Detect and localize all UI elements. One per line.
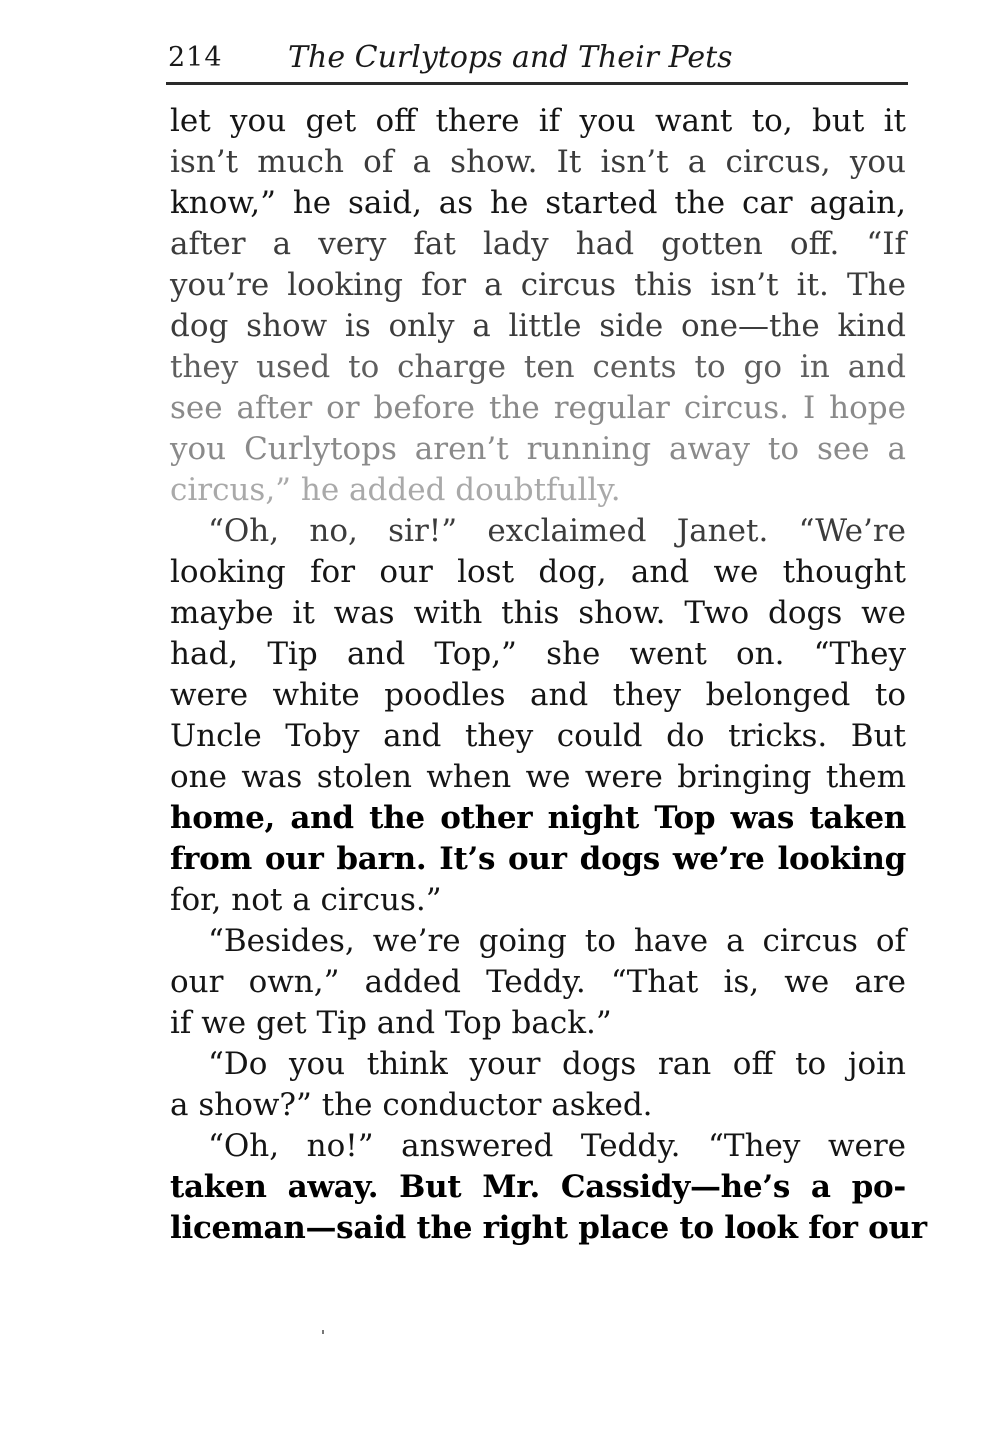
text-line: dog show is only a little side one—the kind bbox=[170, 308, 906, 344]
text-line: looking for our lost dog, and we thought bbox=[170, 554, 906, 590]
scan-speck bbox=[322, 1330, 324, 1334]
text-line: after a very fat lady had gotten off. “If bbox=[170, 226, 906, 262]
text-line: you’re looking for a circus this isn’t it. The bbox=[170, 267, 906, 303]
text-line: isn’t much of a show. It isn’t a circus, you bbox=[170, 144, 906, 180]
text-line: circus,” he added doubtfully. bbox=[170, 472, 621, 508]
running-head bbox=[168, 42, 908, 82]
text-line: they used to charge ten cents to go in and bbox=[170, 349, 906, 385]
text-line: had, Tip and Top,” she went on. “They bbox=[170, 636, 906, 672]
running-title: The Curlytops and Their Pets bbox=[288, 40, 733, 75]
text-line: see after or before the regular circus. I hope bbox=[170, 390, 906, 426]
text-line: “Oh, no, sir!” exclaimed Janet. “We’re bbox=[208, 513, 906, 549]
text-line: you Curlytops aren’t running away to see a bbox=[170, 431, 906, 467]
text-line: for, not a circus.” bbox=[170, 882, 442, 918]
text-line: Uncle Toby and they could do tricks. But bbox=[170, 718, 906, 754]
text-line: a show?” the conductor asked. bbox=[170, 1087, 653, 1123]
text-line: home, and the other night Top was taken bbox=[170, 800, 906, 836]
text-line: were white poodles and they belonged to bbox=[170, 677, 906, 713]
text-line: one was stolen when we were bringing them bbox=[170, 759, 906, 795]
text-line: let you get off there if you want to, but it bbox=[170, 103, 906, 139]
text-line: liceman—said the right place to look for our bbox=[170, 1210, 927, 1246]
text-line: if we get Tip and Top back.” bbox=[170, 1005, 612, 1041]
text-line: “Besides, we’re going to have a circus of bbox=[208, 923, 906, 959]
text-line: from our barn. It’s our dogs we’re looking bbox=[170, 841, 906, 877]
text-line: know,” he said, as he started the car again, bbox=[170, 185, 906, 221]
page-body-text bbox=[170, 101, 927, 1249]
text-line: maybe it was with this show. Two dogs we bbox=[170, 595, 906, 631]
text-line: “Do you think your dogs ran off to join bbox=[208, 1046, 906, 1082]
page-number: 214 bbox=[168, 42, 223, 73]
text-line: taken away. But Mr. Cassidy—he’s a po- bbox=[170, 1169, 906, 1205]
text-line: “Oh, no!” answered Teddy. “They were bbox=[208, 1128, 906, 1164]
text-line: our own,” added Teddy. “That is, we are bbox=[170, 964, 906, 1000]
header-rule bbox=[166, 82, 908, 85]
